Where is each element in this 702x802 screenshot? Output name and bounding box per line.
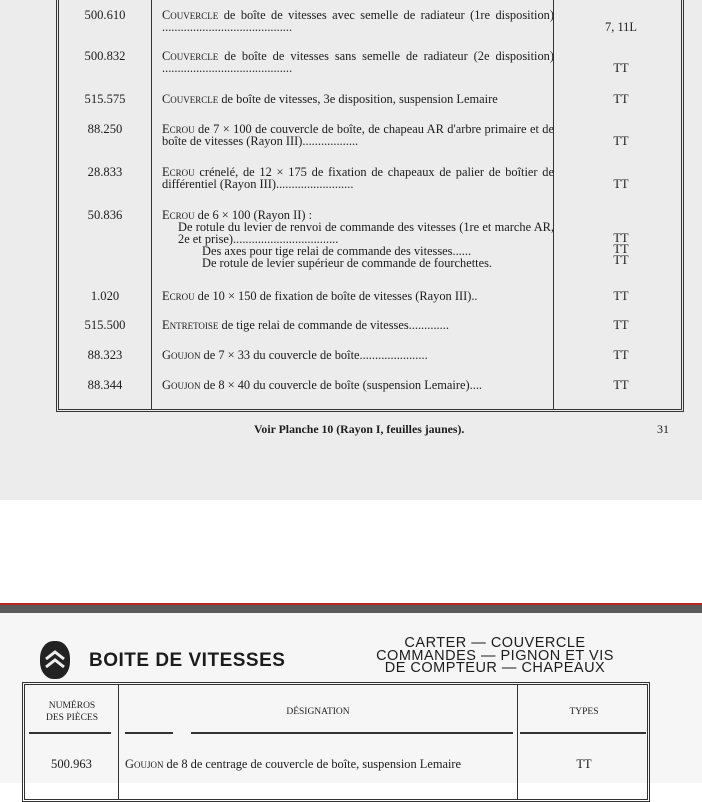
sub-item: De rotule du levier de renvoi de commande des vitesses (1re et marche AR, 2e et prise).................................. (178, 220, 554, 246)
designation-text: de boîte de vitesses avec semelle de radiateur (1re disposition) .......................................... (162, 8, 554, 34)
designation (162, 319, 554, 331)
designation (162, 9, 554, 33)
types: TT (613, 242, 629, 256)
types: 7, 11L (605, 20, 637, 34)
part-number: 88.323 (87, 348, 123, 362)
part-number: 515.575 (84, 92, 126, 106)
types: TT (613, 231, 629, 245)
lead-word: Couvercle (162, 8, 219, 22)
parts-table (56, 0, 684, 412)
part-number: 500.610 (84, 8, 126, 22)
designation-text: crénelé, de 12 × 175 de fixation de chapeaux de palier de boîtier de différentiel (Rayon III)......................... (162, 165, 554, 191)
part-number: 88.250 (87, 122, 123, 136)
types: TT (613, 378, 629, 392)
designation-text: de boîte de vitesses sans semelle de radiateur (2e disposition) .......................................... (162, 49, 554, 75)
citroen-logo-icon (40, 641, 70, 679)
designation (162, 349, 554, 361)
footer-note: Voir Planche 10 (Rayon I, feuilles jaunes). (254, 422, 465, 436)
designation (162, 123, 554, 147)
types: TT (576, 757, 592, 771)
header-designation: DÉSIGNATION (286, 707, 350, 717)
subtitle-line: CARTER — COUVERCLE (404, 635, 586, 651)
designation (162, 93, 554, 105)
part-number: 88.344 (87, 378, 123, 392)
section-subtitle (360, 637, 630, 675)
lead-word: Ecrou (162, 208, 195, 222)
designation-text: de 7 × 100 de couvercle de boîte, de chapeau AR d'arbre primaire et de boîte de vitesses (Rayon III).................. (162, 122, 554, 148)
lead-word: Ecrou (162, 122, 195, 136)
column-divider (151, 0, 152, 409)
designation (125, 758, 517, 770)
types: TT (613, 92, 629, 106)
part-number: 1.020 (90, 289, 120, 303)
subtitle-line: DE COMPTEUR — CHAPEAUX (384, 660, 606, 676)
part-number: 500.832 (84, 49, 126, 63)
sub-item: Des axes pour tige relai de commande des vitesses...... (202, 244, 472, 258)
header-text: DES PIÈCES (46, 713, 98, 723)
divider (29, 732, 111, 734)
lead-word: Goujon (162, 348, 201, 362)
designation-text: de 10 × 150 de fixation de boîte de vitesses (Rayon III).. (194, 289, 478, 303)
page-number: 31 (657, 422, 669, 436)
part-number: 500.963 (51, 757, 92, 771)
designation-text: de boîte de vitesses, 3e disposition, suspension Lemaire (218, 92, 498, 106)
part-number: 515.500 (84, 318, 126, 332)
parts-table (22, 682, 650, 802)
designation-text: de 8 de centrage de couvercle de boîte, suspension Lemaire (163, 757, 462, 771)
lead-word: Goujon (162, 378, 201, 392)
types: TT (613, 253, 629, 267)
lead-word: Ecrou (162, 289, 195, 303)
sub-item: De rotule de levier supérieur de commande de fourchettes. (202, 256, 493, 270)
types: TT (613, 177, 629, 191)
types: TT (613, 289, 629, 303)
header-numbers (29, 700, 115, 724)
column-divider (118, 685, 119, 799)
column-divider (517, 685, 518, 799)
designation-text: de 8 × 40 du couvercle de boîte (suspension Lemaire).... (200, 378, 483, 392)
lead-word: Goujon (125, 757, 164, 771)
designation (162, 166, 554, 190)
types: TT (613, 134, 629, 148)
designation (162, 379, 554, 391)
part-number: 50.836 (87, 208, 123, 222)
types: TT (613, 61, 629, 75)
header-types: TYPES (569, 707, 599, 717)
subtitle-line: COMMANDES — PIGNON ET VIS (376, 647, 614, 664)
divider (125, 732, 173, 734)
lead-word: Entretoise (162, 318, 219, 332)
bottom-page (0, 613, 702, 783)
types: TT (613, 318, 629, 332)
lead-word: Couvercle (162, 49, 219, 63)
designation (162, 290, 554, 302)
designation-text: de 6 × 100 (Rayon II) : (194, 208, 313, 222)
designation (162, 209, 554, 269)
designation (162, 50, 554, 74)
section-title: BOITE DE VITESSES (89, 650, 286, 671)
page-separator (0, 603, 702, 613)
designation-text: de 7 × 33 du couvercle de boîte...................... (200, 348, 428, 362)
divider (191, 732, 513, 734)
lead-word: Couvercle (162, 92, 219, 106)
designation-text: de tige relai de commande de vitesses............. (218, 318, 449, 332)
lead-word: Ecrou (162, 165, 195, 179)
header-text: NUMÉROS (48, 701, 96, 711)
types: TT (613, 348, 629, 362)
part-number: 28.833 (87, 165, 123, 179)
divider (520, 732, 646, 734)
